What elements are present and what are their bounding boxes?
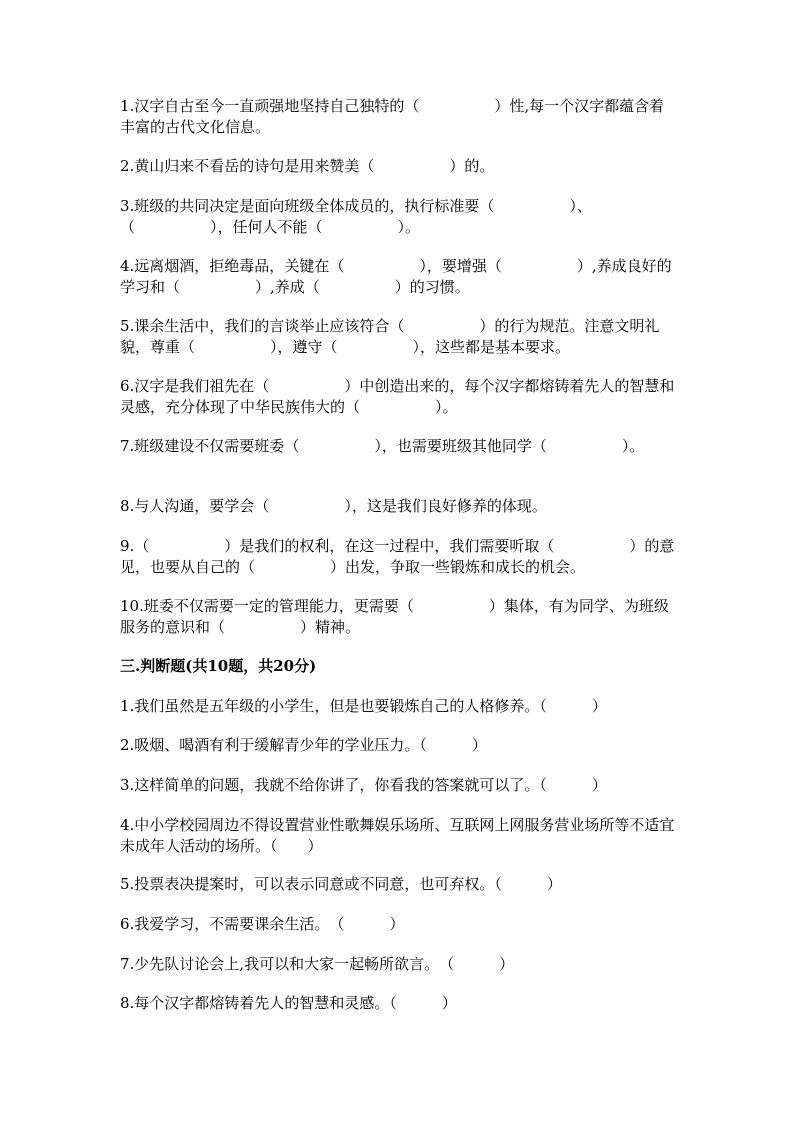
fill-in-question-1: 1.汉字自古至今一直顽强地坚持自己独特的（ ）性,每一个汉字都蕴含着丰富的古代文化信息。	[120, 97, 665, 136]
fill-in-question-6: 6.汉字是我们祖先在（ ）中创造出来的，每个汉字都熔铸着先人的智慧和灵感，充分体现了中华民族伟大的（ ）。	[120, 377, 675, 416]
fill-in-question-5: 5.课余生活中，我们的言谈举止应该符合（ ）的行为规范。注意文明礼貌，尊重（ ），遵守（ ），这些都是基本要求。	[120, 317, 660, 356]
fill-in-question-10: 10.班委不仅需要一定的管理能力，更需要（ ）集体，有为同学、为班级服务的意识和（ ）精神。	[120, 597, 669, 636]
judge-question-5: 5.投票表决提案时，可以表示同意或不同意，也可弃权。（ ）	[120, 875, 562, 893]
judge-question-1: 1.我们虽然是五年级的小学生，但是也要锻炼自己的人格修养。（ ）	[120, 697, 607, 715]
fill-in-question-8: 8.与人沟通，要学会（ ），这是我们良好修养的体现。	[120, 497, 547, 515]
judge-question-8: 8.每个汉字都熔铸着先人的智慧和灵感。（ ）	[120, 994, 457, 1012]
fill-in-question-9: 9.（ ）是我们的权利，在这一过程中，我们需要听取（ ）的意见，也要从自己的（ ）出发，争取一些锻炼和成长的机会。	[120, 537, 675, 576]
judge-question-3: 3.这样简单的问题，我就不给你讲了，你看我的答案就可以了。（ ）	[120, 776, 607, 794]
section-title: 三.判断题(共10题，共20分)	[120, 657, 317, 675]
judge-question-4: 4.中小学校园周边不得设置营业性歌舞娱乐场所、互联网上网服务营业场所等不适宜未成年人活动的场所。（ ）	[120, 816, 675, 855]
fill-in-question-7: 7.班级建设不仅需要班委（ ），也需要班级其他同学（ ）。	[120, 437, 645, 455]
fill-in-question-4: 4.远离烟酒，拒绝毒品，关键在（ ），要增强（ ）,养成良好的学习和（ ）,养成（ ）的习惯。	[120, 257, 672, 296]
judge-question-6: 6.我爱学习，不需要课余生活。 （ ）	[120, 915, 405, 933]
judge-question-2: 2.吸烟、喝酒有利于缓解青少年的学业压力。（ ）	[120, 736, 487, 754]
fill-in-question-2: 2.黄山归来不看岳的诗句是用来赞美（ ）的。	[120, 157, 495, 175]
judge-question-7: 7.少先队讨论会上,我可以和大家一起畅所欲言。 （ ）	[120, 955, 515, 973]
fill-in-question-3: 3.班级的共同决定是面向班级全体成员的，执行标准要（ ）、（ ），任何人不能（ ）。	[120, 197, 592, 236]
